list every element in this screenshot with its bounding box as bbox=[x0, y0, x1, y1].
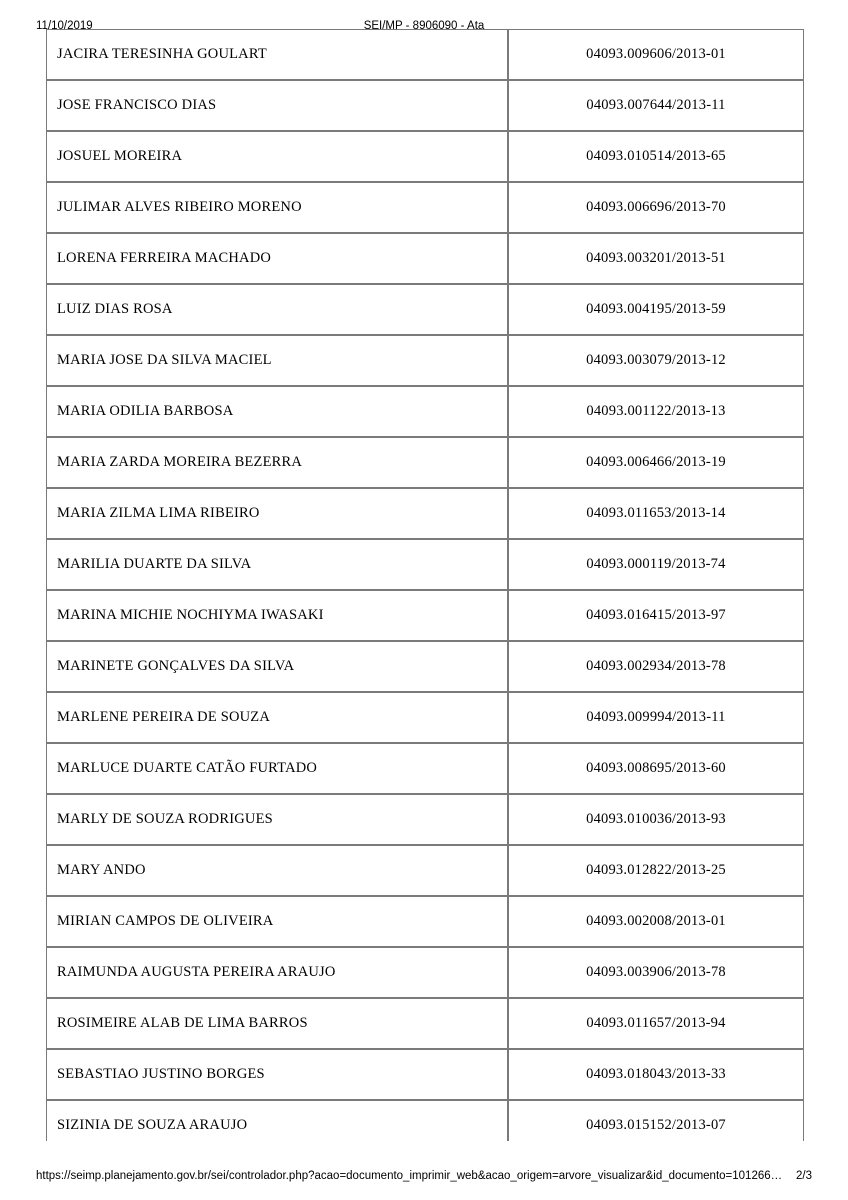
footer-page-number: 2/3 bbox=[796, 1170, 812, 1182]
cell-process-number: 04093.003906/2013-78 bbox=[508, 947, 804, 998]
cell-process-number: 04093.018043/2013-33 bbox=[508, 1049, 804, 1100]
table-row bbox=[46, 437, 804, 488]
cell-process-number: 04093.016415/2013-97 bbox=[508, 590, 804, 641]
table-row bbox=[46, 80, 804, 131]
cell-process-number: 04093.009606/2013-01 bbox=[508, 29, 804, 80]
cell-process-number: 04093.006466/2013-19 bbox=[508, 437, 804, 488]
table-row bbox=[46, 794, 804, 845]
table-row bbox=[46, 131, 804, 182]
cell-process-number: 04093.010036/2013-93 bbox=[508, 794, 804, 845]
cell-participant-name: RAIMUNDA AUGUSTA PEREIRA ARAUJO bbox=[46, 947, 508, 998]
cell-participant-name: ROSIMEIRE ALAB DE LIMA BARROS bbox=[46, 998, 508, 1049]
cell-process-number: 04093.008695/2013-60 bbox=[508, 743, 804, 794]
table-row bbox=[46, 335, 804, 386]
cell-participant-name: LORENA FERREIRA MACHADO bbox=[46, 233, 508, 284]
table-row bbox=[46, 182, 804, 233]
cell-participant-name: JACIRA TERESINHA GOULART bbox=[46, 29, 508, 80]
table-row bbox=[46, 692, 804, 743]
cell-participant-name: MARILIA DUARTE DA SILVA bbox=[46, 539, 508, 590]
table-row bbox=[46, 1049, 804, 1100]
header-date: 11/10/2019 bbox=[36, 20, 93, 32]
table-row bbox=[46, 998, 804, 1049]
cell-participant-name: SIZINIA DE SOUZA ARAUJO bbox=[46, 1100, 508, 1141]
table-row bbox=[46, 488, 804, 539]
cell-process-number: 04093.000119/2013-74 bbox=[508, 539, 804, 590]
cell-participant-name: JULIMAR ALVES RIBEIRO MORENO bbox=[46, 182, 508, 233]
cell-process-number: 04093.006696/2013-70 bbox=[508, 182, 804, 233]
cell-participant-name: JOSE FRANCISCO DIAS bbox=[46, 80, 508, 131]
table-row bbox=[46, 845, 804, 896]
table-row bbox=[46, 590, 804, 641]
footer-url: https://seimp.planejamento.gov.br/sei/controlador.php?acao=documento_imprimir_web&acao_origem=arvore_visualizar&id_documento=101266… bbox=[36, 1170, 783, 1182]
table-row bbox=[46, 1100, 804, 1141]
cell-process-number: 04093.012822/2013-25 bbox=[508, 845, 804, 896]
cell-participant-name: LUIZ DIAS ROSA bbox=[46, 284, 508, 335]
cell-process-number: 04093.009994/2013-11 bbox=[508, 692, 804, 743]
cell-process-number: 04093.011653/2013-14 bbox=[508, 488, 804, 539]
cell-process-number: 04093.002934/2013-78 bbox=[508, 641, 804, 692]
table-row bbox=[46, 386, 804, 437]
cell-participant-name: MARLY DE SOUZA RODRIGUES bbox=[46, 794, 508, 845]
table-row bbox=[46, 29, 804, 80]
table-row bbox=[46, 896, 804, 947]
cell-participant-name: MARIA JOSE DA SILVA MACIEL bbox=[46, 335, 508, 386]
cell-participant-name: SEBASTIAO JUSTINO BORGES bbox=[46, 1049, 508, 1100]
table-row bbox=[46, 947, 804, 998]
cell-participant-name: JOSUEL MOREIRA bbox=[46, 131, 508, 182]
cell-participant-name: MARY ANDO bbox=[46, 845, 508, 896]
header-document-title: SEI/MP - 8906090 - Ata bbox=[363, 20, 485, 32]
cell-participant-name: MARIA ODILIA BARBOSA bbox=[46, 386, 508, 437]
table-row bbox=[46, 539, 804, 590]
cell-participant-name: MARLUCE DUARTE CATÃO FURTADO bbox=[46, 743, 508, 794]
table-row bbox=[46, 641, 804, 692]
cell-participant-name: MARINA MICHIE NOCHIYMA IWASAKI bbox=[46, 590, 508, 641]
participants-table bbox=[46, 29, 804, 1141]
cell-process-number: 04093.002008/2013-01 bbox=[508, 896, 804, 947]
cell-process-number: 04093.003201/2013-51 bbox=[508, 233, 804, 284]
cell-process-number: 04093.007644/2013-11 bbox=[508, 80, 804, 131]
document-body bbox=[0, 29, 848, 1141]
participants-table-body bbox=[46, 29, 804, 1141]
cell-process-number: 04093.010514/2013-65 bbox=[508, 131, 804, 182]
cell-process-number: 04093.015152/2013-07 bbox=[508, 1100, 804, 1141]
cell-participant-name: MARIA ZARDA MOREIRA BEZERRA bbox=[46, 437, 508, 488]
cell-participant-name: MIRIAN CAMPOS DE OLIVEIRA bbox=[46, 896, 508, 947]
cell-process-number: 04093.001122/2013-13 bbox=[508, 386, 804, 437]
cell-process-number: 04093.003079/2013-12 bbox=[508, 335, 804, 386]
table-row bbox=[46, 743, 804, 794]
cell-participant-name: MARINETE GONÇALVES DA SILVA bbox=[46, 641, 508, 692]
table-row bbox=[46, 233, 804, 284]
cell-participant-name: MARLENE PEREIRA DE SOUZA bbox=[46, 692, 508, 743]
print-footer bbox=[0, 1168, 848, 1184]
cell-process-number: 04093.011657/2013-94 bbox=[508, 998, 804, 1049]
cell-process-number: 04093.004195/2013-59 bbox=[508, 284, 804, 335]
table-row bbox=[46, 284, 804, 335]
cell-participant-name: MARIA ZILMA LIMA RIBEIRO bbox=[46, 488, 508, 539]
